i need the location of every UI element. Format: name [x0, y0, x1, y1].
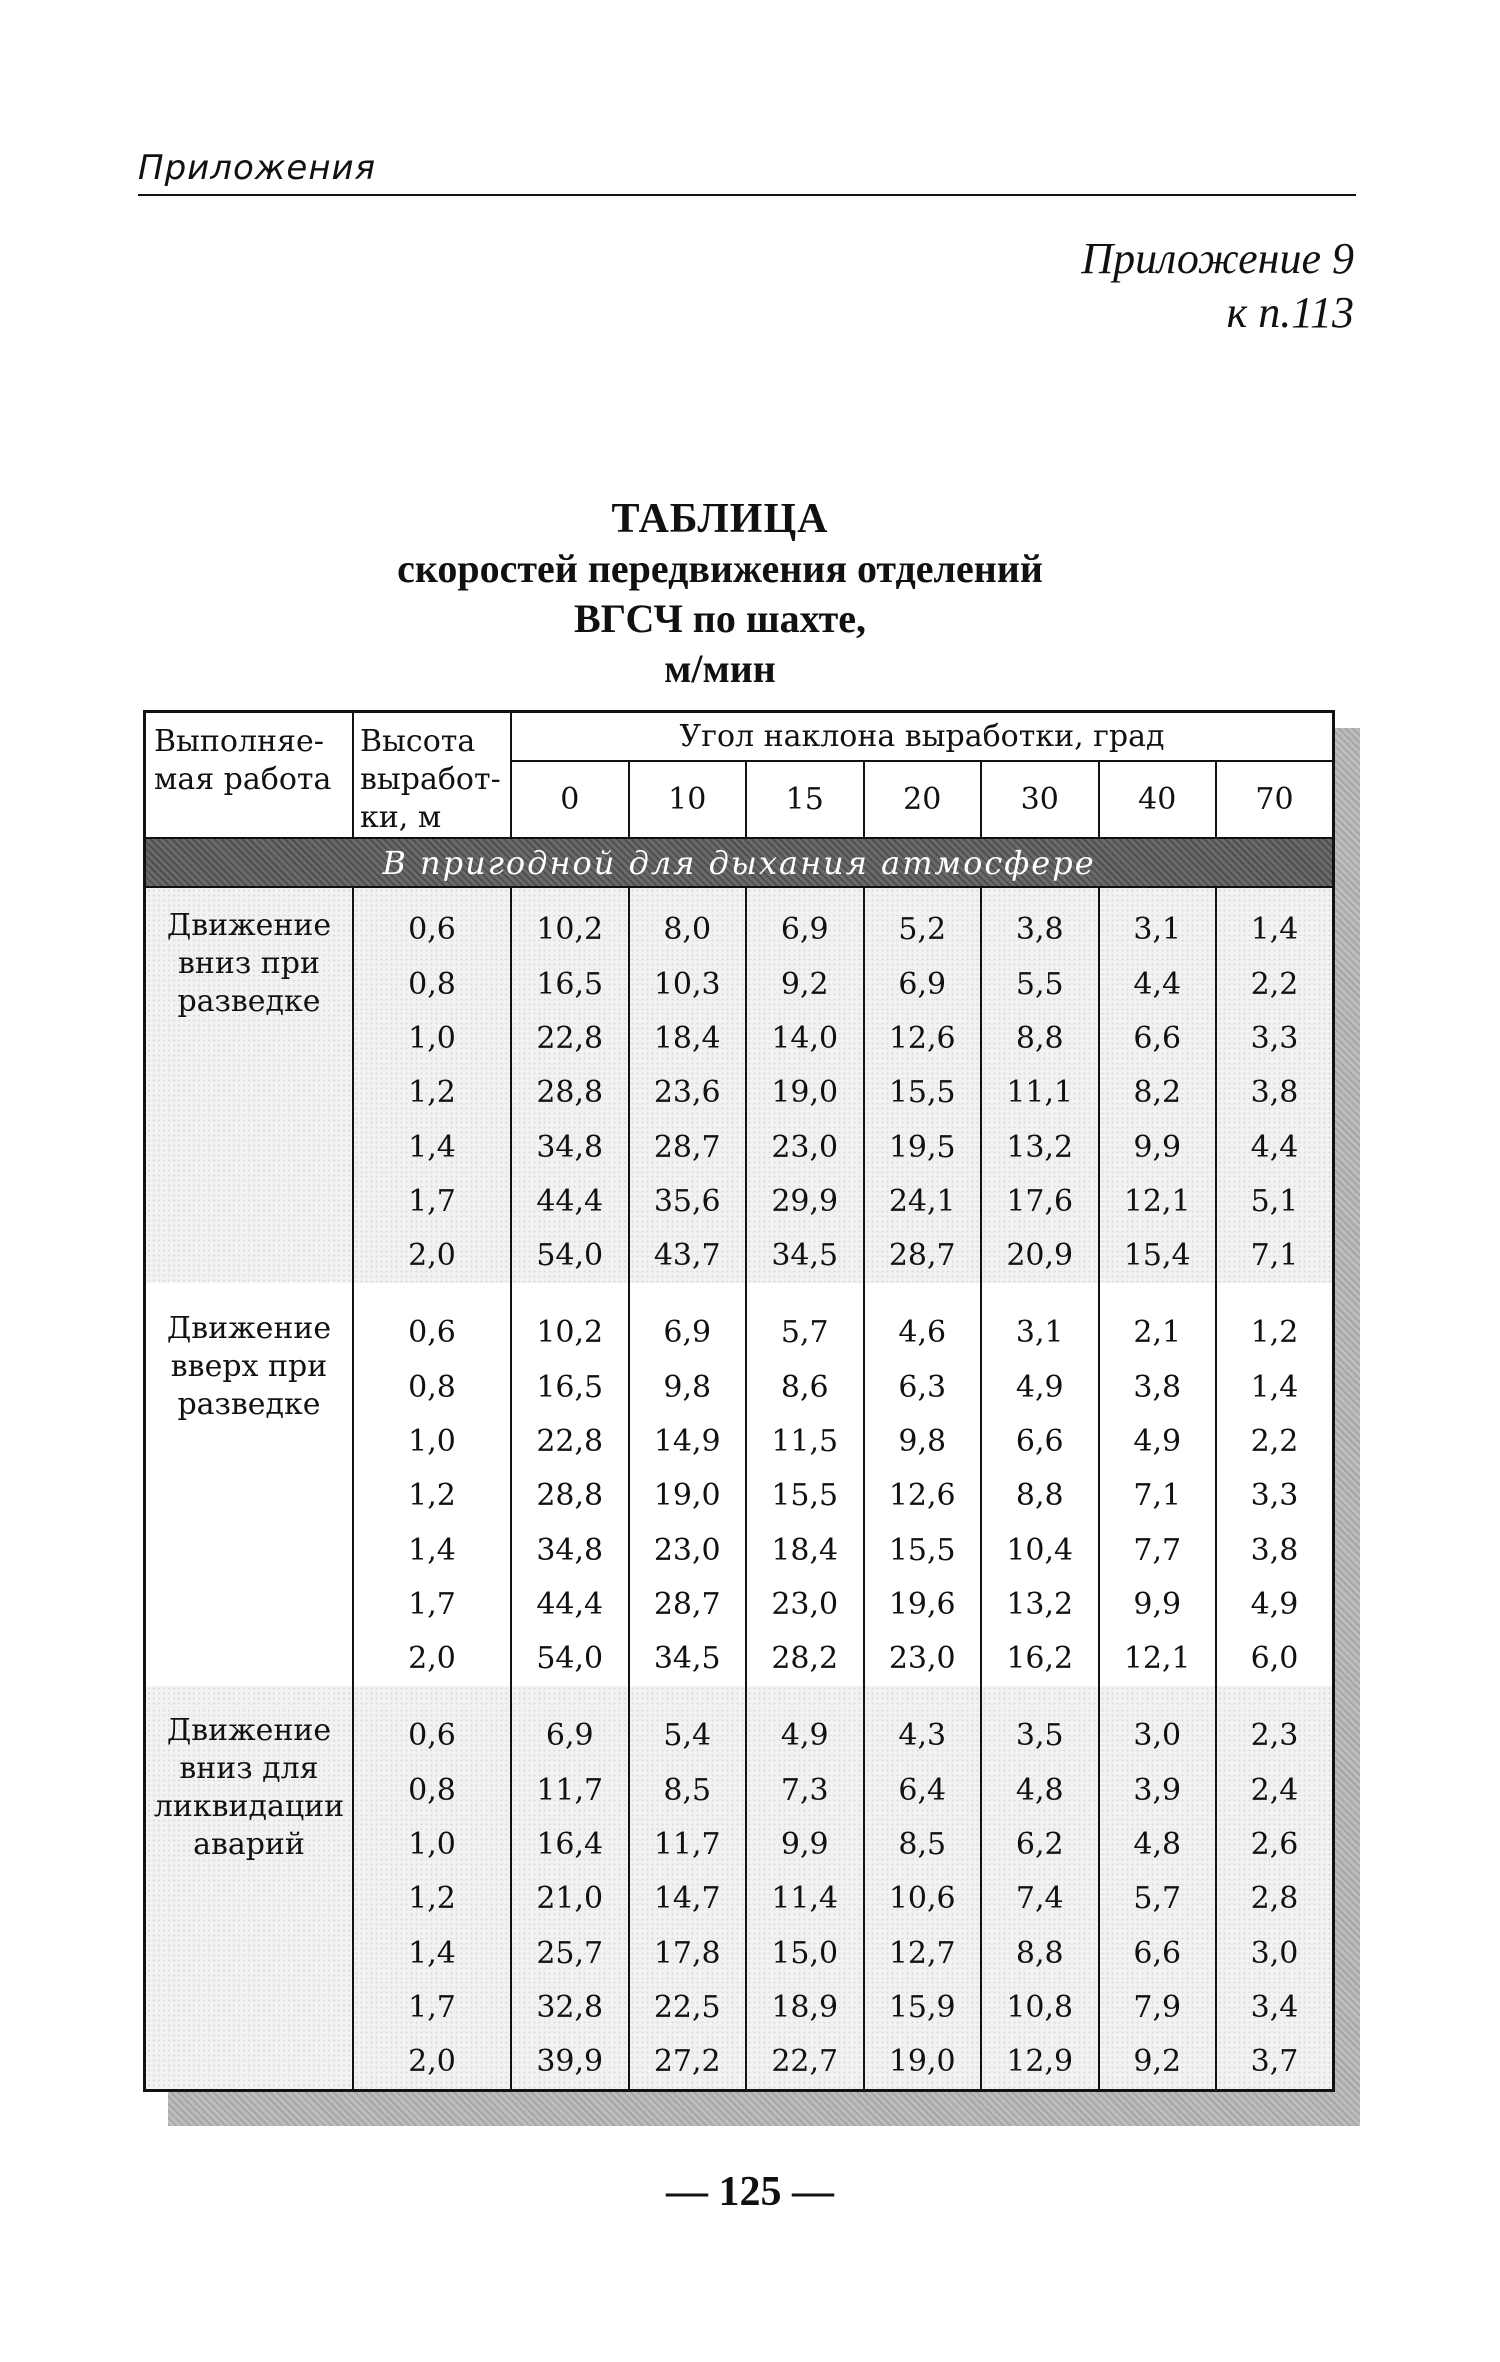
speed-cell: 4,9: [1216, 1577, 1334, 1631]
speed-cell: 54,0: [511, 1632, 629, 1686]
speed-cell: 8,8: [981, 1926, 1099, 1980]
header-height: Высота выработ-ки, м: [353, 712, 511, 839]
speed-cell: 23,0: [746, 1120, 864, 1174]
speed-cell: 17,8: [629, 1926, 747, 1980]
speed-cell: 3,3: [1216, 1469, 1334, 1523]
angle-header-20: 20: [864, 761, 982, 838]
speed-cell: 13,2: [981, 1577, 1099, 1631]
height-cell: 0,8: [353, 1360, 511, 1414]
speed-cell: 4,3: [864, 1708, 982, 1762]
speed-cell: 7,1: [1216, 1229, 1334, 1283]
speed-cell: 24,1: [864, 1174, 982, 1228]
speed-cell: 6,9: [864, 957, 982, 1011]
speed-cell: 25,7: [511, 1926, 629, 1980]
speed-cell: 7,9: [1099, 1980, 1217, 2034]
appendix-label: [1081, 232, 1354, 340]
speed-cell: 3,7: [1216, 2035, 1334, 2091]
speed-cell: 28,2: [746, 1632, 864, 1686]
speed-cell: 16,2: [981, 1632, 1099, 1686]
speed-cell: 6,9: [746, 903, 864, 957]
angle-header-40: 40: [1099, 761, 1217, 838]
speed-cell: 12,6: [864, 1011, 982, 1065]
speed-cell: 9,9: [1099, 1577, 1217, 1631]
speed-cell: 8,5: [864, 1817, 982, 1871]
speed-cell: 6,6: [1099, 1011, 1217, 1065]
angle-header-15: 15: [746, 761, 864, 838]
speed-cell: 8,0: [629, 903, 747, 957]
speed-cell: 5,2: [864, 903, 982, 957]
title-main: ТАБЛИЦА: [611, 496, 829, 542]
speed-cell: 6,9: [629, 1306, 747, 1360]
work-type-cell: Движение вниз при разведке: [145, 903, 354, 1283]
height-cell: 1,4: [353, 1523, 511, 1577]
speed-cell: 1,2: [1216, 1306, 1334, 1360]
speed-cell: 6,2: [981, 1817, 1099, 1871]
speed-cell: 19,0: [746, 1066, 864, 1120]
speed-cell: 19,0: [864, 2035, 982, 2091]
speed-cell: 11,5: [746, 1414, 864, 1468]
speed-cell: 9,9: [1099, 1120, 1217, 1174]
speed-cell: 27,2: [629, 2035, 747, 2091]
speed-cell: 39,9: [511, 2035, 629, 2091]
speed-cell: 2,2: [1216, 957, 1334, 1011]
speed-cell: 11,4: [746, 1872, 864, 1926]
speed-cell: 10,2: [511, 903, 629, 957]
height-cell: 1,2: [353, 1469, 511, 1523]
speed-cell: 5,4: [629, 1708, 747, 1762]
title-line-3: ВГСЧ по шахте,: [573, 596, 867, 641]
height-cell: 1,7: [353, 1174, 511, 1228]
speed-cell: 12,7: [864, 1926, 982, 1980]
speed-cell: 2,3: [1216, 1708, 1334, 1762]
speed-cell: 6,9: [511, 1708, 629, 1762]
table-title: [330, 494, 1110, 694]
speed-cell: 15,9: [864, 1980, 982, 2034]
angle-header-10: 10: [629, 761, 747, 838]
speed-cell: 12,1: [1099, 1174, 1217, 1228]
speed-cell: 10,8: [981, 1980, 1099, 2034]
speed-cell: 4,8: [981, 1763, 1099, 1817]
height-cell: 1,2: [353, 1066, 511, 1120]
speed-cell: 23,6: [629, 1066, 747, 1120]
speed-cell: 23,0: [629, 1523, 747, 1577]
speed-cell: 2,8: [1216, 1872, 1334, 1926]
speed-cell: 35,6: [629, 1174, 747, 1228]
height-cell: 2,0: [353, 1632, 511, 1686]
speed-cell: 6,6: [981, 1414, 1099, 1468]
speed-cell: 5,7: [746, 1306, 864, 1360]
angle-header-0: 0: [511, 761, 629, 838]
angle-header-70: 70: [1216, 761, 1334, 838]
speed-cell: 8,5: [629, 1763, 747, 1817]
speed-cell: 10,2: [511, 1306, 629, 1360]
speed-cell: 44,4: [511, 1174, 629, 1228]
speed-cell: 2,6: [1216, 1817, 1334, 1871]
speed-cell: 3,1: [1099, 903, 1217, 957]
height-cell: 1,4: [353, 1926, 511, 1980]
speed-cell: 23,0: [746, 1577, 864, 1631]
height-cell: 0,8: [353, 957, 511, 1011]
speed-cell: 9,8: [629, 1360, 747, 1414]
speed-cell: 19,6: [864, 1577, 982, 1631]
height-cell: 1,0: [353, 1414, 511, 1468]
speed-cell: 22,5: [629, 1980, 747, 2034]
speed-cell: 16,5: [511, 957, 629, 1011]
speed-cell: 8,8: [981, 1011, 1099, 1065]
speed-cell: 22,7: [746, 2035, 864, 2091]
speed-cell: 15,5: [864, 1523, 982, 1577]
speed-cell: 18,4: [629, 1011, 747, 1065]
height-cell: 1,2: [353, 1872, 511, 1926]
running-head: Приложения: [138, 148, 1356, 196]
speed-cell: 8,6: [746, 1360, 864, 1414]
speed-cell: 3,9: [1099, 1763, 1217, 1817]
height-cell: 1,7: [353, 1577, 511, 1631]
speed-cell: 28,7: [864, 1229, 982, 1283]
speed-cell: 5,7: [1099, 1872, 1217, 1926]
speed-cell: 14,0: [746, 1011, 864, 1065]
speed-cell: 5,5: [981, 957, 1099, 1011]
speed-cell: 9,2: [1099, 2035, 1217, 2091]
section-title: В пригодной для дыхания атмосфере: [145, 838, 1334, 887]
speed-cell: 34,5: [629, 1632, 747, 1686]
speed-cell: 34,8: [511, 1523, 629, 1577]
speed-cell: 16,5: [511, 1360, 629, 1414]
speed-cell: 4,9: [746, 1708, 864, 1762]
speed-cell: 18,9: [746, 1980, 864, 2034]
speed-cell: 4,6: [864, 1306, 982, 1360]
height-cell: 1,7: [353, 1980, 511, 2034]
header-work: Выполняе-мая работа: [145, 712, 354, 839]
angle-header-30: 30: [981, 761, 1099, 838]
speed-cell: 15,5: [746, 1469, 864, 1523]
speed-cell: 44,4: [511, 1577, 629, 1631]
speed-cell: 6,0: [1216, 1632, 1334, 1686]
speed-cell: 7,4: [981, 1872, 1099, 1926]
height-cell: 0,8: [353, 1763, 511, 1817]
speed-cell: 34,5: [746, 1229, 864, 1283]
table-row: [145, 903, 1334, 957]
speed-cell: 21,0: [511, 1872, 629, 1926]
speed-cell: 9,2: [746, 957, 864, 1011]
header-angle: Угол наклона выработки, град: [511, 712, 1334, 761]
speed-cell: 8,2: [1099, 1066, 1217, 1120]
page-number: — 125 —: [666, 2169, 834, 2215]
speed-cell: 18,4: [746, 1523, 864, 1577]
height-cell: 1,0: [353, 1817, 511, 1871]
speed-cell: 20,9: [981, 1229, 1099, 1283]
height-cell: 1,0: [353, 1011, 511, 1065]
speed-cell: 14,7: [629, 1872, 747, 1926]
appendix-reference: к п.113: [1226, 288, 1354, 337]
speed-cell: 3,1: [981, 1306, 1099, 1360]
speed-cell: 11,7: [629, 1817, 747, 1871]
speed-cell: 1,4: [1216, 903, 1334, 957]
speed-table: [143, 710, 1335, 2092]
speed-cell: 28,8: [511, 1066, 629, 1120]
speed-cell: 11,1: [981, 1066, 1099, 1120]
speed-cell: 7,3: [746, 1763, 864, 1817]
speed-cell: 3,8: [1216, 1066, 1334, 1120]
speed-cell: 3,5: [981, 1708, 1099, 1762]
speed-cell: 23,0: [864, 1632, 982, 1686]
table-row: [145, 1708, 1334, 1762]
speed-cell: 3,8: [1216, 1523, 1334, 1577]
speed-cell: 3,4: [1216, 1980, 1334, 2034]
table-row: [145, 1306, 1334, 1360]
speed-cell: 19,0: [629, 1469, 747, 1523]
speed-cell: 15,5: [864, 1066, 982, 1120]
work-type-cell: Движение вверх при разведке: [145, 1306, 354, 1686]
speed-cell: 1,4: [1216, 1360, 1334, 1414]
speed-cell: 29,9: [746, 1174, 864, 1228]
speed-cell: 22,8: [511, 1414, 629, 1468]
speed-cell: 7,7: [1099, 1523, 1217, 1577]
speed-cell: 16,4: [511, 1817, 629, 1871]
speed-cell: 4,9: [981, 1360, 1099, 1414]
speed-cell: 22,8: [511, 1011, 629, 1065]
speed-cell: 13,2: [981, 1120, 1099, 1174]
speed-cell: 6,4: [864, 1763, 982, 1817]
speed-cell: 34,8: [511, 1120, 629, 1174]
speed-cell: 10,3: [629, 957, 747, 1011]
speed-cell: 6,3: [864, 1360, 982, 1414]
work-type-cell: Движение вниз для ликвидации аварий: [145, 1708, 354, 2090]
title-line-2: скоростей передвижения отделений: [397, 546, 1043, 591]
speed-cell: 12,6: [864, 1469, 982, 1523]
speed-cell: 3,3: [1216, 1011, 1334, 1065]
speed-cell: 15,4: [1099, 1229, 1217, 1283]
speed-cell: 4,4: [1216, 1120, 1334, 1174]
speed-cell: 7,1: [1099, 1469, 1217, 1523]
speed-cell: 3,0: [1099, 1708, 1217, 1762]
speed-cell: 4,4: [1099, 957, 1217, 1011]
speed-cell: 43,7: [629, 1229, 747, 1283]
speed-cell: 32,8: [511, 1980, 629, 2034]
height-cell: 2,0: [353, 1229, 511, 1283]
speed-cell: 11,7: [511, 1763, 629, 1817]
speed-cell: 19,5: [864, 1120, 982, 1174]
speed-cell: 3,0: [1216, 1926, 1334, 1980]
speed-cell: 2,1: [1099, 1306, 1217, 1360]
speed-cell: 2,4: [1216, 1763, 1334, 1817]
speed-cell: 14,9: [629, 1414, 747, 1468]
speed-cell: 3,8: [981, 903, 1099, 957]
height-cell: 2,0: [353, 2035, 511, 2091]
speed-cell: 28,7: [629, 1577, 747, 1631]
speed-cell: 3,8: [1099, 1360, 1217, 1414]
speed-cell: 10,6: [864, 1872, 982, 1926]
height-cell: 1,4: [353, 1120, 511, 1174]
speed-cell: 4,8: [1099, 1817, 1217, 1871]
height-cell: 0,6: [353, 903, 511, 957]
speed-cell: 9,8: [864, 1414, 982, 1468]
speed-cell: 9,9: [746, 1817, 864, 1871]
appendix-number: Приложение 9: [1081, 234, 1354, 283]
speed-cell: 28,7: [629, 1120, 747, 1174]
speed-cell: 8,8: [981, 1469, 1099, 1523]
speed-cell: 17,6: [981, 1174, 1099, 1228]
speed-cell: 10,4: [981, 1523, 1099, 1577]
speed-cell: 15,0: [746, 1926, 864, 1980]
speed-cell: 12,1: [1099, 1632, 1217, 1686]
speed-cell: 6,6: [1099, 1926, 1217, 1980]
speed-cell: 28,8: [511, 1469, 629, 1523]
speed-cell: 12,9: [981, 2035, 1099, 2091]
speed-cell: 4,9: [1099, 1414, 1217, 1468]
speed-cell: 5,1: [1216, 1174, 1334, 1228]
speed-cell: 54,0: [511, 1229, 629, 1283]
speed-cell: 2,2: [1216, 1414, 1334, 1468]
height-cell: 0,6: [353, 1708, 511, 1762]
height-cell: 0,6: [353, 1306, 511, 1360]
title-line-4: м/мин: [664, 646, 776, 691]
table-body: [145, 838, 1334, 2091]
